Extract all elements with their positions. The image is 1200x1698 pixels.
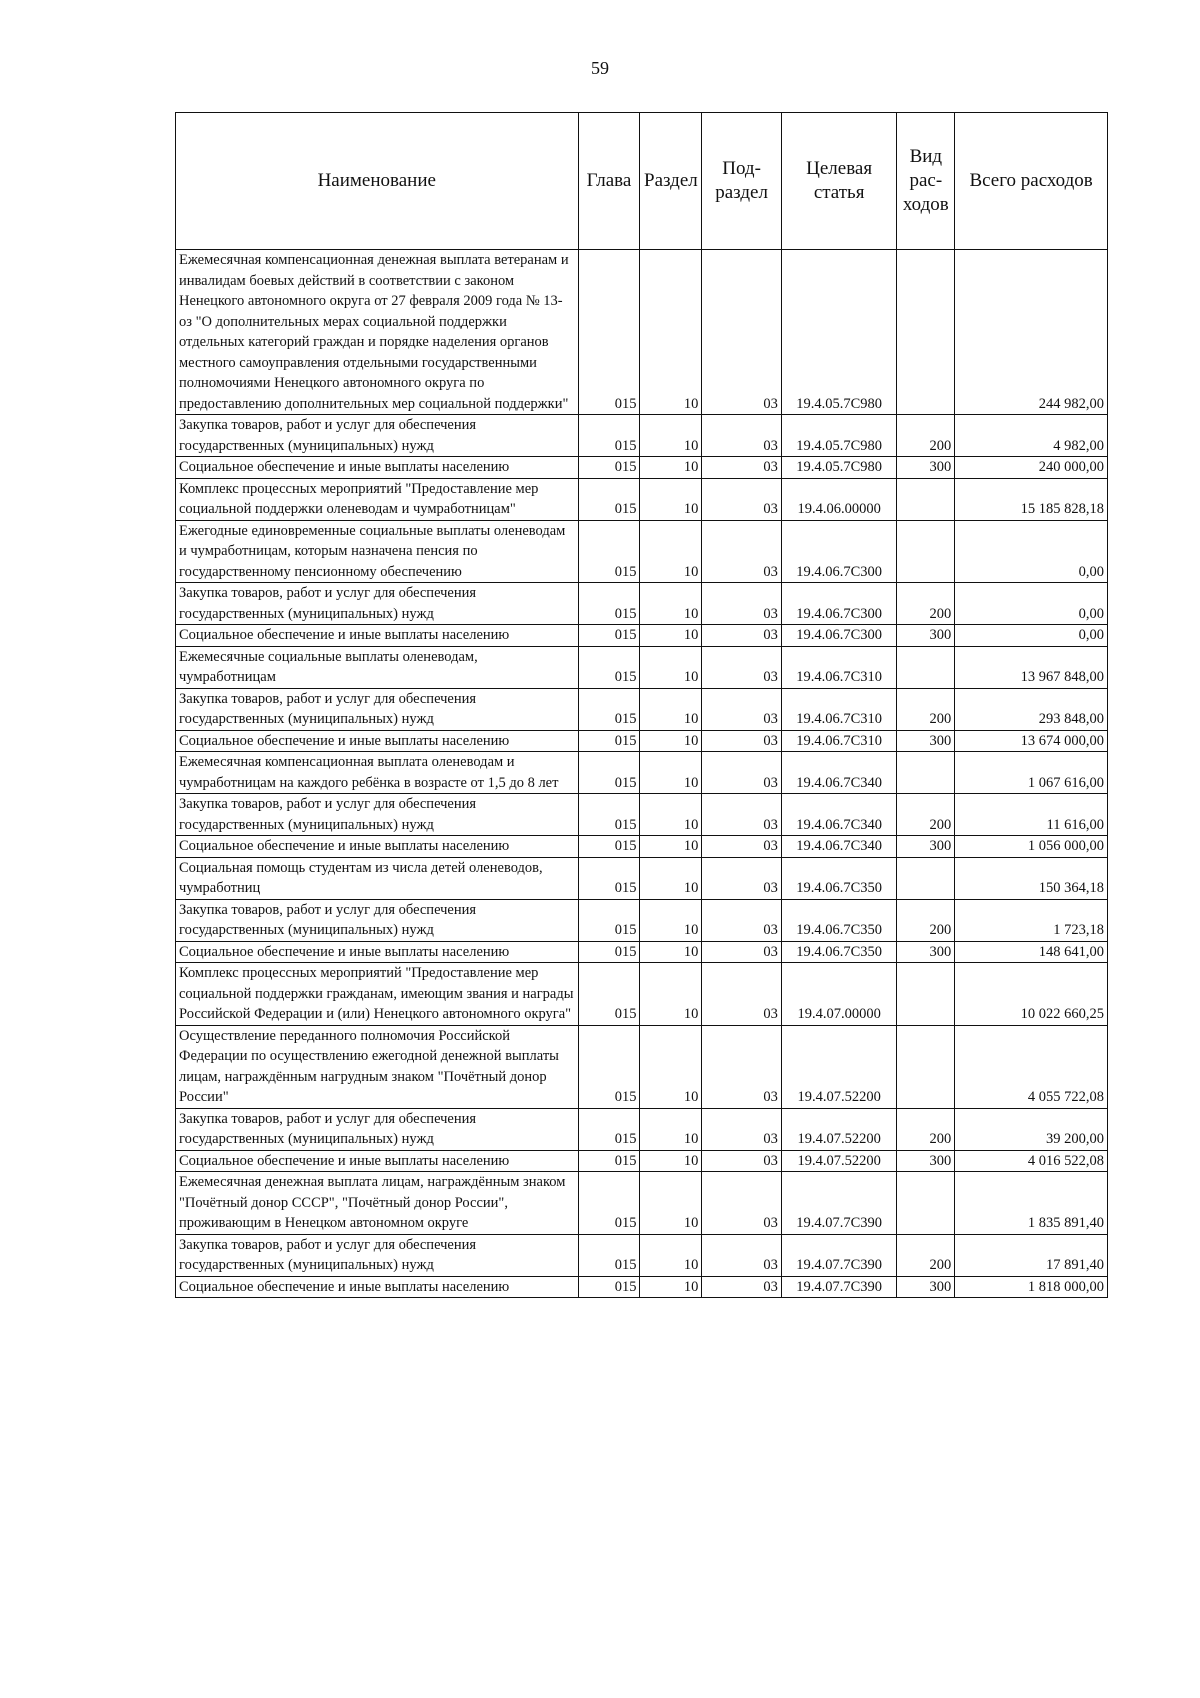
row-target: 19.4.07.00000: [781, 963, 897, 1026]
row-subsection: 03: [702, 646, 781, 688]
row-target: 19.4.06.7С340: [781, 752, 897, 794]
table-row: [176, 1108, 1108, 1150]
row-name: Социальное обеспечение и иные выплаты населению: [176, 457, 579, 479]
row-type: 200: [897, 1108, 955, 1150]
row-name: Социальное обеспечение и иные выплаты населению: [176, 730, 579, 752]
table-row: [176, 1025, 1108, 1108]
row-subsection: 03: [702, 857, 781, 899]
table-row: [176, 1172, 1108, 1235]
row-chapter: 015: [578, 1150, 640, 1172]
row-target: 19.4.06.7С350: [781, 941, 897, 963]
row-total: 15 185 828,18: [955, 478, 1108, 520]
table-row: [176, 688, 1108, 730]
row-total: 13 674 000,00: [955, 730, 1108, 752]
row-section: 10: [640, 478, 702, 520]
row-type: [897, 520, 955, 583]
row-subsection: 03: [702, 250, 781, 415]
header-target-line2: статья: [813, 182, 865, 203]
row-total: 240 000,00: [955, 457, 1108, 479]
row-type: 200: [897, 415, 955, 457]
row-type: [897, 963, 955, 1026]
row-section: 10: [640, 520, 702, 583]
row-subsection: 03: [702, 1172, 781, 1235]
row-section: 10: [640, 794, 702, 836]
header-target: [781, 113, 897, 250]
row-total: 10 022 660,25: [955, 963, 1108, 1026]
row-total: 0,00: [955, 625, 1108, 647]
row-subsection: 03: [702, 583, 781, 625]
row-total: 1 067 616,00: [955, 752, 1108, 794]
row-target: 19.4.06.7С310: [781, 688, 897, 730]
header-subsection-line2: раздел: [715, 182, 768, 203]
row-section: 10: [640, 1150, 702, 1172]
header-subsection-line1: Под-: [722, 158, 761, 179]
row-type: 200: [897, 794, 955, 836]
row-type: 300: [897, 625, 955, 647]
row-name: Комплекс процессных мероприятий "Предоставление мер социальной поддержки оленеводам и чумработницам": [176, 478, 579, 520]
row-target: 19.4.06.7С340: [781, 794, 897, 836]
row-subsection: 03: [702, 415, 781, 457]
row-chapter: 015: [578, 730, 640, 752]
row-type: 300: [897, 1150, 955, 1172]
row-subsection: 03: [702, 1234, 781, 1276]
row-chapter: 015: [578, 646, 640, 688]
row-name: Закупка товаров, работ и услуг для обеспечения государственных (муниципальных) нужд: [176, 688, 579, 730]
row-name: Социальная помощь студентам из числа детей оленеводов, чумработниц: [176, 857, 579, 899]
row-section: 10: [640, 646, 702, 688]
row-subsection: 03: [702, 1276, 781, 1298]
row-target: 19.4.07.7С390: [781, 1276, 897, 1298]
row-total: 4 016 522,08: [955, 1150, 1108, 1172]
row-subsection: 03: [702, 794, 781, 836]
row-chapter: 015: [578, 625, 640, 647]
row-section: 10: [640, 1108, 702, 1150]
row-name: Осуществление переданного полномочия Российской Федерации по осуществлению ежегодной денежной выплаты лицам, награждённым нагрудным знаком "Почётный донор России": [176, 1025, 579, 1108]
header-chapter: Глава: [578, 113, 640, 250]
row-name: Комплекс процессных мероприятий "Предоставление мер социальной поддержки гражданам, имеющим звания и награды Российской Федерации и (или) Ненецкого автономного округа": [176, 963, 579, 1026]
row-subsection: 03: [702, 836, 781, 858]
row-target: 19.4.06.7С300: [781, 520, 897, 583]
row-total: 1 056 000,00: [955, 836, 1108, 858]
row-type: [897, 478, 955, 520]
header-total: Всего расходов: [955, 113, 1108, 250]
row-type: [897, 646, 955, 688]
row-section: 10: [640, 941, 702, 963]
row-name: Социальное обеспечение и иные выплаты населению: [176, 1276, 579, 1298]
row-type: 300: [897, 1276, 955, 1298]
row-name: Закупка товаров, работ и услуг для обеспечения государственных (муниципальных) нужд: [176, 415, 579, 457]
row-type: 200: [897, 688, 955, 730]
row-target: 19.4.07.7С390: [781, 1234, 897, 1276]
row-target: 19.4.07.52200: [781, 1150, 897, 1172]
row-section: 10: [640, 752, 702, 794]
table-row: [176, 457, 1108, 479]
row-subsection: 03: [702, 730, 781, 752]
row-chapter: 015: [578, 1108, 640, 1150]
row-chapter: 015: [578, 836, 640, 858]
row-total: 39 200,00: [955, 1108, 1108, 1150]
table-row: [176, 1234, 1108, 1276]
row-target: 19.4.06.7С340: [781, 836, 897, 858]
row-name: Ежемесячная компенсационная денежная выплата ветеранам и инвалидам боевых действий в соответствии с законом Ненецкого автономного округа от 27 февраля 2009 года № 13-оз "О дополнительных мерах социальной поддержки отдельных категорий граждан и порядке наделения органов местного самоуправления отдельными государственными полномочиями Ненецкого автономного округа по предоставлению дополнительных мер социальной поддержки": [176, 250, 579, 415]
row-type: 300: [897, 941, 955, 963]
row-total: 1 835 891,40: [955, 1172, 1108, 1235]
row-chapter: 015: [578, 520, 640, 583]
header-name: Наименование: [176, 113, 579, 250]
table-row: [176, 583, 1108, 625]
row-name: Ежемесячные социальные выплаты оленеводам, чумработницам: [176, 646, 579, 688]
row-chapter: 015: [578, 752, 640, 794]
row-total: 13 967 848,00: [955, 646, 1108, 688]
row-chapter: 015: [578, 457, 640, 479]
row-section: 10: [640, 1172, 702, 1235]
row-subsection: 03: [702, 457, 781, 479]
row-target: 19.4.06.7С350: [781, 857, 897, 899]
row-section: 10: [640, 625, 702, 647]
row-type: [897, 250, 955, 415]
row-subsection: 03: [702, 520, 781, 583]
row-chapter: 015: [578, 415, 640, 457]
row-chapter: 015: [578, 478, 640, 520]
row-subsection: 03: [702, 1025, 781, 1108]
table-row: [176, 752, 1108, 794]
row-name: Закупка товаров, работ и услуг для обеспечения государственных (муниципальных) нужд: [176, 794, 579, 836]
budget-table: [175, 112, 1108, 1298]
table-row: [176, 1150, 1108, 1172]
page-number: 59: [591, 58, 609, 78]
header-type: [897, 113, 955, 250]
row-target: 19.4.07.52200: [781, 1025, 897, 1108]
row-subsection: 03: [702, 963, 781, 1026]
row-chapter: 015: [578, 1172, 640, 1235]
row-chapter: 015: [578, 1025, 640, 1108]
row-chapter: 015: [578, 963, 640, 1026]
row-target: 19.4.06.00000: [781, 478, 897, 520]
table-row: [176, 625, 1108, 647]
row-target: 19.4.05.7С980: [781, 457, 897, 479]
row-type: 300: [897, 836, 955, 858]
header-target-line1: Целевая: [806, 158, 873, 179]
row-name: Социальное обеспечение и иные выплаты населению: [176, 625, 579, 647]
row-subsection: 03: [702, 478, 781, 520]
row-type: 200: [897, 1234, 955, 1276]
row-section: 10: [640, 1025, 702, 1108]
table-row: [176, 520, 1108, 583]
row-chapter: 015: [578, 1276, 640, 1298]
row-name: Ежемесячная компенсационная выплата оленеводам и чумработницам на каждого ребёнка в возрасте от 1,5 до 8 лет: [176, 752, 579, 794]
row-target: 19.4.07.7С390: [781, 1172, 897, 1235]
row-name: Ежемесячная денежная выплата лицам, награждённым знаком "Почётный донор СССР", "Почётный донор России", проживающим в Ненецком автономном округе: [176, 1172, 579, 1235]
row-name: Ежегодные единовременные социальные выплаты оленеводам и чумработницам, которым назначена пенсия по государственному пенсионному обеспечению: [176, 520, 579, 583]
row-name: Социальное обеспечение и иные выплаты населению: [176, 1150, 579, 1172]
row-type: [897, 1025, 955, 1108]
row-section: 10: [640, 1276, 702, 1298]
row-section: 10: [640, 457, 702, 479]
row-target: 19.4.05.7С980: [781, 415, 897, 457]
row-total: 150 364,18: [955, 857, 1108, 899]
row-name: Закупка товаров, работ и услуг для обеспечения государственных (муниципальных) нужд: [176, 583, 579, 625]
row-section: 10: [640, 963, 702, 1026]
row-section: 10: [640, 583, 702, 625]
row-target: 19.4.07.52200: [781, 1108, 897, 1150]
header-type-line1: Вид: [909, 146, 943, 167]
row-total: 1 723,18: [955, 899, 1108, 941]
table-row: [176, 941, 1108, 963]
row-total: 244 982,00: [955, 250, 1108, 415]
row-section: 10: [640, 836, 702, 858]
row-subsection: 03: [702, 688, 781, 730]
row-chapter: 015: [578, 688, 640, 730]
header-type-line2: рас-: [909, 170, 943, 191]
row-target: 19.4.06.7С350: [781, 899, 897, 941]
row-chapter: 015: [578, 899, 640, 941]
row-type: [897, 1172, 955, 1235]
row-type: 300: [897, 730, 955, 752]
row-name: Закупка товаров, работ и услуг для обеспечения государственных (муниципальных) нужд: [176, 1234, 579, 1276]
row-target: 19.4.06.7С300: [781, 583, 897, 625]
table-row: [176, 415, 1108, 457]
row-total: 0,00: [955, 583, 1108, 625]
table-row: [176, 899, 1108, 941]
table-row: [176, 857, 1108, 899]
row-section: 10: [640, 250, 702, 415]
row-section: 10: [640, 899, 702, 941]
row-total: 1 818 000,00: [955, 1276, 1108, 1298]
row-name: Закупка товаров, работ и услуг для обеспечения государственных (муниципальных) нужд: [176, 1108, 579, 1150]
row-section: 10: [640, 688, 702, 730]
row-section: 10: [640, 415, 702, 457]
table-row: [176, 250, 1108, 415]
table-row: [176, 836, 1108, 858]
header-row: [176, 113, 1108, 250]
row-name: Социальное обеспечение и иные выплаты населению: [176, 836, 579, 858]
row-chapter: 015: [578, 857, 640, 899]
row-target: 19.4.06.7С310: [781, 730, 897, 752]
row-target: 19.4.05.7С980: [781, 250, 897, 415]
row-type: 200: [897, 899, 955, 941]
header-type-line3: ходов: [902, 194, 949, 215]
row-total: 293 848,00: [955, 688, 1108, 730]
row-subsection: 03: [702, 941, 781, 963]
row-total: 4 055 722,08: [955, 1025, 1108, 1108]
table-row: [176, 730, 1108, 752]
row-total: 0,00: [955, 520, 1108, 583]
table-row: [176, 794, 1108, 836]
row-total: 17 891,40: [955, 1234, 1108, 1276]
row-target: 19.4.06.7С310: [781, 646, 897, 688]
row-subsection: 03: [702, 1108, 781, 1150]
table-row: [176, 963, 1108, 1026]
row-section: 10: [640, 1234, 702, 1276]
table-row: [176, 478, 1108, 520]
row-subsection: 03: [702, 1150, 781, 1172]
row-section: 10: [640, 730, 702, 752]
row-subsection: 03: [702, 752, 781, 794]
row-name: Закупка товаров, работ и услуг для обеспечения государственных (муниципальных) нужд: [176, 899, 579, 941]
row-total: 148 641,00: [955, 941, 1108, 963]
row-type: 300: [897, 457, 955, 479]
table-header: [176, 113, 1108, 250]
row-subsection: 03: [702, 899, 781, 941]
row-total: 11 616,00: [955, 794, 1108, 836]
row-type: [897, 857, 955, 899]
row-section: 10: [640, 857, 702, 899]
row-chapter: 015: [578, 583, 640, 625]
row-chapter: 015: [578, 250, 640, 415]
row-name: Социальное обеспечение и иные выплаты населению: [176, 941, 579, 963]
row-chapter: 015: [578, 941, 640, 963]
row-subsection: 03: [702, 625, 781, 647]
row-type: 200: [897, 583, 955, 625]
row-type: [897, 752, 955, 794]
table-body: [176, 250, 1108, 1298]
row-chapter: 015: [578, 1234, 640, 1276]
table-row: [176, 1276, 1108, 1298]
header-subsection: [702, 113, 781, 250]
header-section: Раздел: [640, 113, 702, 250]
row-total: 4 982,00: [955, 415, 1108, 457]
table-row: [176, 646, 1108, 688]
row-chapter: 015: [578, 794, 640, 836]
row-target: 19.4.06.7С300: [781, 625, 897, 647]
